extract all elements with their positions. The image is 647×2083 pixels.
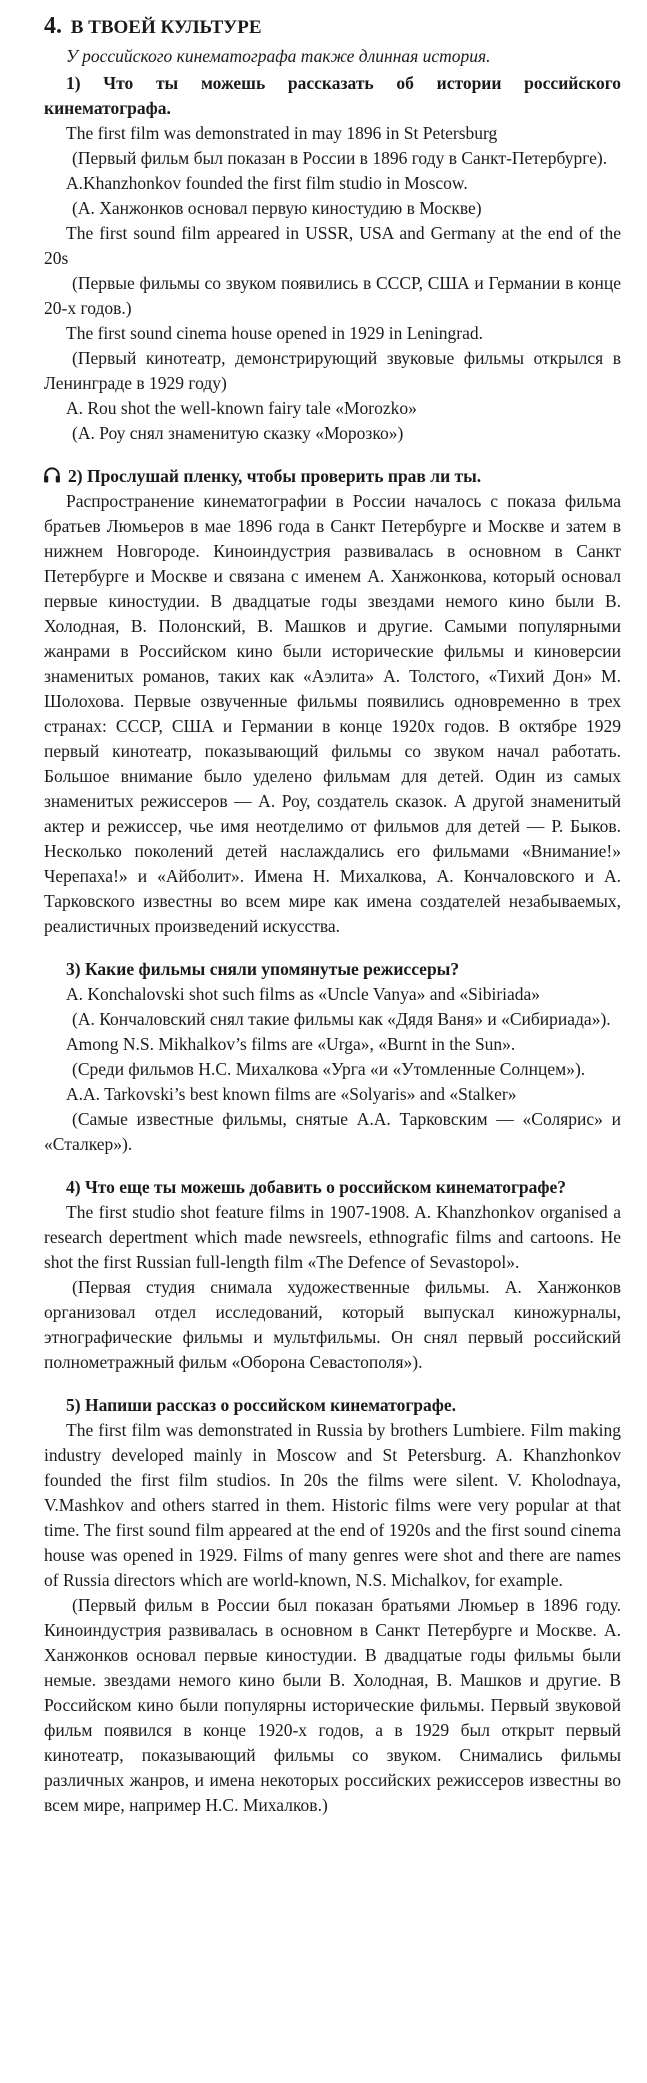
q4-heading: 4) Что еще ты можешь добавить о российском кинематографе? — [66, 1177, 567, 1197]
section-lead: У российского кинематографа также длинная история. — [66, 46, 491, 66]
headphones-icon — [42, 465, 62, 485]
q5-heading: 5) Напиши рассказ о российском кинематографе. — [66, 1395, 457, 1415]
q1-line: (А. Ханжонков основал первую киностудию в Москве) — [72, 198, 482, 218]
q1-line: (Первый фильм был показан в России в 1896 году в Санкт-Петербурге). — [72, 148, 608, 168]
q1-line: The first sound cinema house opened in 1929 in Leningrad. — [66, 323, 483, 343]
q5-russian: (Первый фильм в России был показан братьями Люмьер в 1896 году. Киноиндустрия развивалась в основном в Санкт Петербурге и Москве. А. Ханжонков основал первые киностудии. В двадцатые годы фильмы были немые. звездами немого кино были В. Холодная, В. Машков и другие. В Российском кино были популярны исторические фильмы. Первый звуковой фильм появился в конце 1920-х годов, а в 1929 был открыт первый кинотеатр, показывающий фильмы со звуком. Снимались фильмы различных жанров, и имена некоторых российских режиссеров известны во всем мире, например Н.С. Михалков.) — [44, 1595, 621, 1815]
q1-line: (Первые фильмы со звуком появились в СССР, США и Германии в конце 20-х годов.) — [44, 273, 621, 318]
q3-line: Among N.S. Mikhalkov’s films are «Urga», «Burnt in the Sun». — [66, 1034, 516, 1054]
q2-heading: 2) Прослушай пленку, чтобы проверить прав ли ты. — [68, 466, 482, 486]
q1-heading: 1) Что ты можешь рассказать об истории российского кинематографа. — [44, 73, 621, 118]
q1-line: (Первый кинотеатр, демонстрирующий звуковые фильмы открылся в Ленинграде в 1929 году) — [44, 348, 621, 393]
q2-text: Распространение кинематографии в России началось с показа фильма братьев Люмьеров в мае 1896 года в Санкт Петербурге и Москве и затем в нижнем Новгороде. Киноиндустрия развивалась в основном в Санкт Петербурге и Москве и связана с именем А. Ханжонкова, который основал первые киностудии. В двадцатые годы звездами немого кино были В. Холодная, В. Полонский, В. Машков и другие. Самыми популярными жанрами в Российском кино были исторические фильмы и киноверсии знаменитых романов, таких как «Аэлита» А. Толстого, «Тихий Дон» М. Шолохова. Первые озвученные фильмы появились одновременно в трех странах: СССР, США и Германии в конце 1920х годов. В октябре 1929 первый кинотеатр, показывающий фильмы со звуком начал работать. Большое внимание было уделено фильмам для детей. Один из самых знаменитых режиссеров — А. Роу, создатель сказок. А другой знаменитый актер и режиссер, чье имя неотделимо от фильмов для детей — Р. Быков. Несколько поколений детей наслаждались его фильмами «Внимание!» Черепаха!» и «Айболит». Имена Н. Михалкова, А. Кончаловского и А. Тарковского известны во всем мире как имена создателей незабываемых, реалистичных произведений искусства. — [44, 491, 621, 936]
q3-line: A. Konchalovski shot such films as «Uncle Vanya» and «Sibiriada» — [66, 984, 541, 1004]
q1-line: A.Khanzhonkov founded the first film studio in Moscow. — [66, 173, 468, 193]
section-title-text: В ТВОЕЙ КУЛЬТУРЕ — [70, 17, 262, 38]
q5-english: The first film was demonstrated in Russia by brothers Lumbiere. Film making industry developed mainly in Moscow and St Petersburg. A. Khanzhonkov founded the first film studios. In 20s the films were silent. V. Kholodnaya, V.Mashkov and others starred in them. Historic films were very popular at that time. The first sound film appeared at the end of 1920s and the first sound cinema house was opened in 1929. Films of many genres were shot and there are names of Russia directors which are world-known, N.S. Michalkov, for example. — [44, 1420, 621, 1590]
section-title — [44, 14, 621, 40]
q3-line: A.A. Tarkovski’s best known films are «Solyaris» and «Stalker» — [66, 1084, 517, 1104]
q4-english: The first studio shot feature films in 1907-1908. A. Khanzhonkov organised a research depertment which made newsreels, ethnografic films and cartoons. He shot the first Russian full-length film «The Defence of Sevastopol». — [44, 1202, 621, 1272]
q4-russian: (Первая студия снимала художественные фильмы. А. Ханжонков организовал отдел исследований, который выпускал киножурналы, этнографические фильмы и мультфильмы. Он снял первый российский полнометражный фильм «Оборона Севастополя»). — [44, 1277, 621, 1372]
q3-line: (Среди фильмов Н.С. Михалкова «Урга «и «Утомленные Солнцем»). — [72, 1059, 586, 1079]
q3-line: (Самые известные фильмы, снятые А.А. Тарковским — «Солярис» и «Сталкер»). — [44, 1109, 621, 1154]
q3-line: (А. Кончаловский снял такие фильмы как «Дядя Ваня» и «Сибириада»). — [72, 1009, 611, 1029]
section-number: 4. — [44, 13, 62, 39]
q1-line: A. Rou shot the well-known fairy tale «Morozko» — [66, 398, 417, 418]
q2-heading-row — [44, 464, 621, 489]
q1-line: The first film was demonstrated in may 1896 in St Petersburg — [66, 123, 498, 143]
q1-line: (А. Роу снял знаменитую сказку «Морозко») — [72, 423, 404, 443]
q1-line: The first sound film appeared in USSR, USA and Germany at the end of the 20s — [44, 223, 621, 268]
q3-heading: 3) Какие фильмы сняли упомянутые режиссеры? — [66, 959, 460, 979]
q1-answer — [44, 121, 621, 446]
q3-answer — [44, 982, 621, 1157]
